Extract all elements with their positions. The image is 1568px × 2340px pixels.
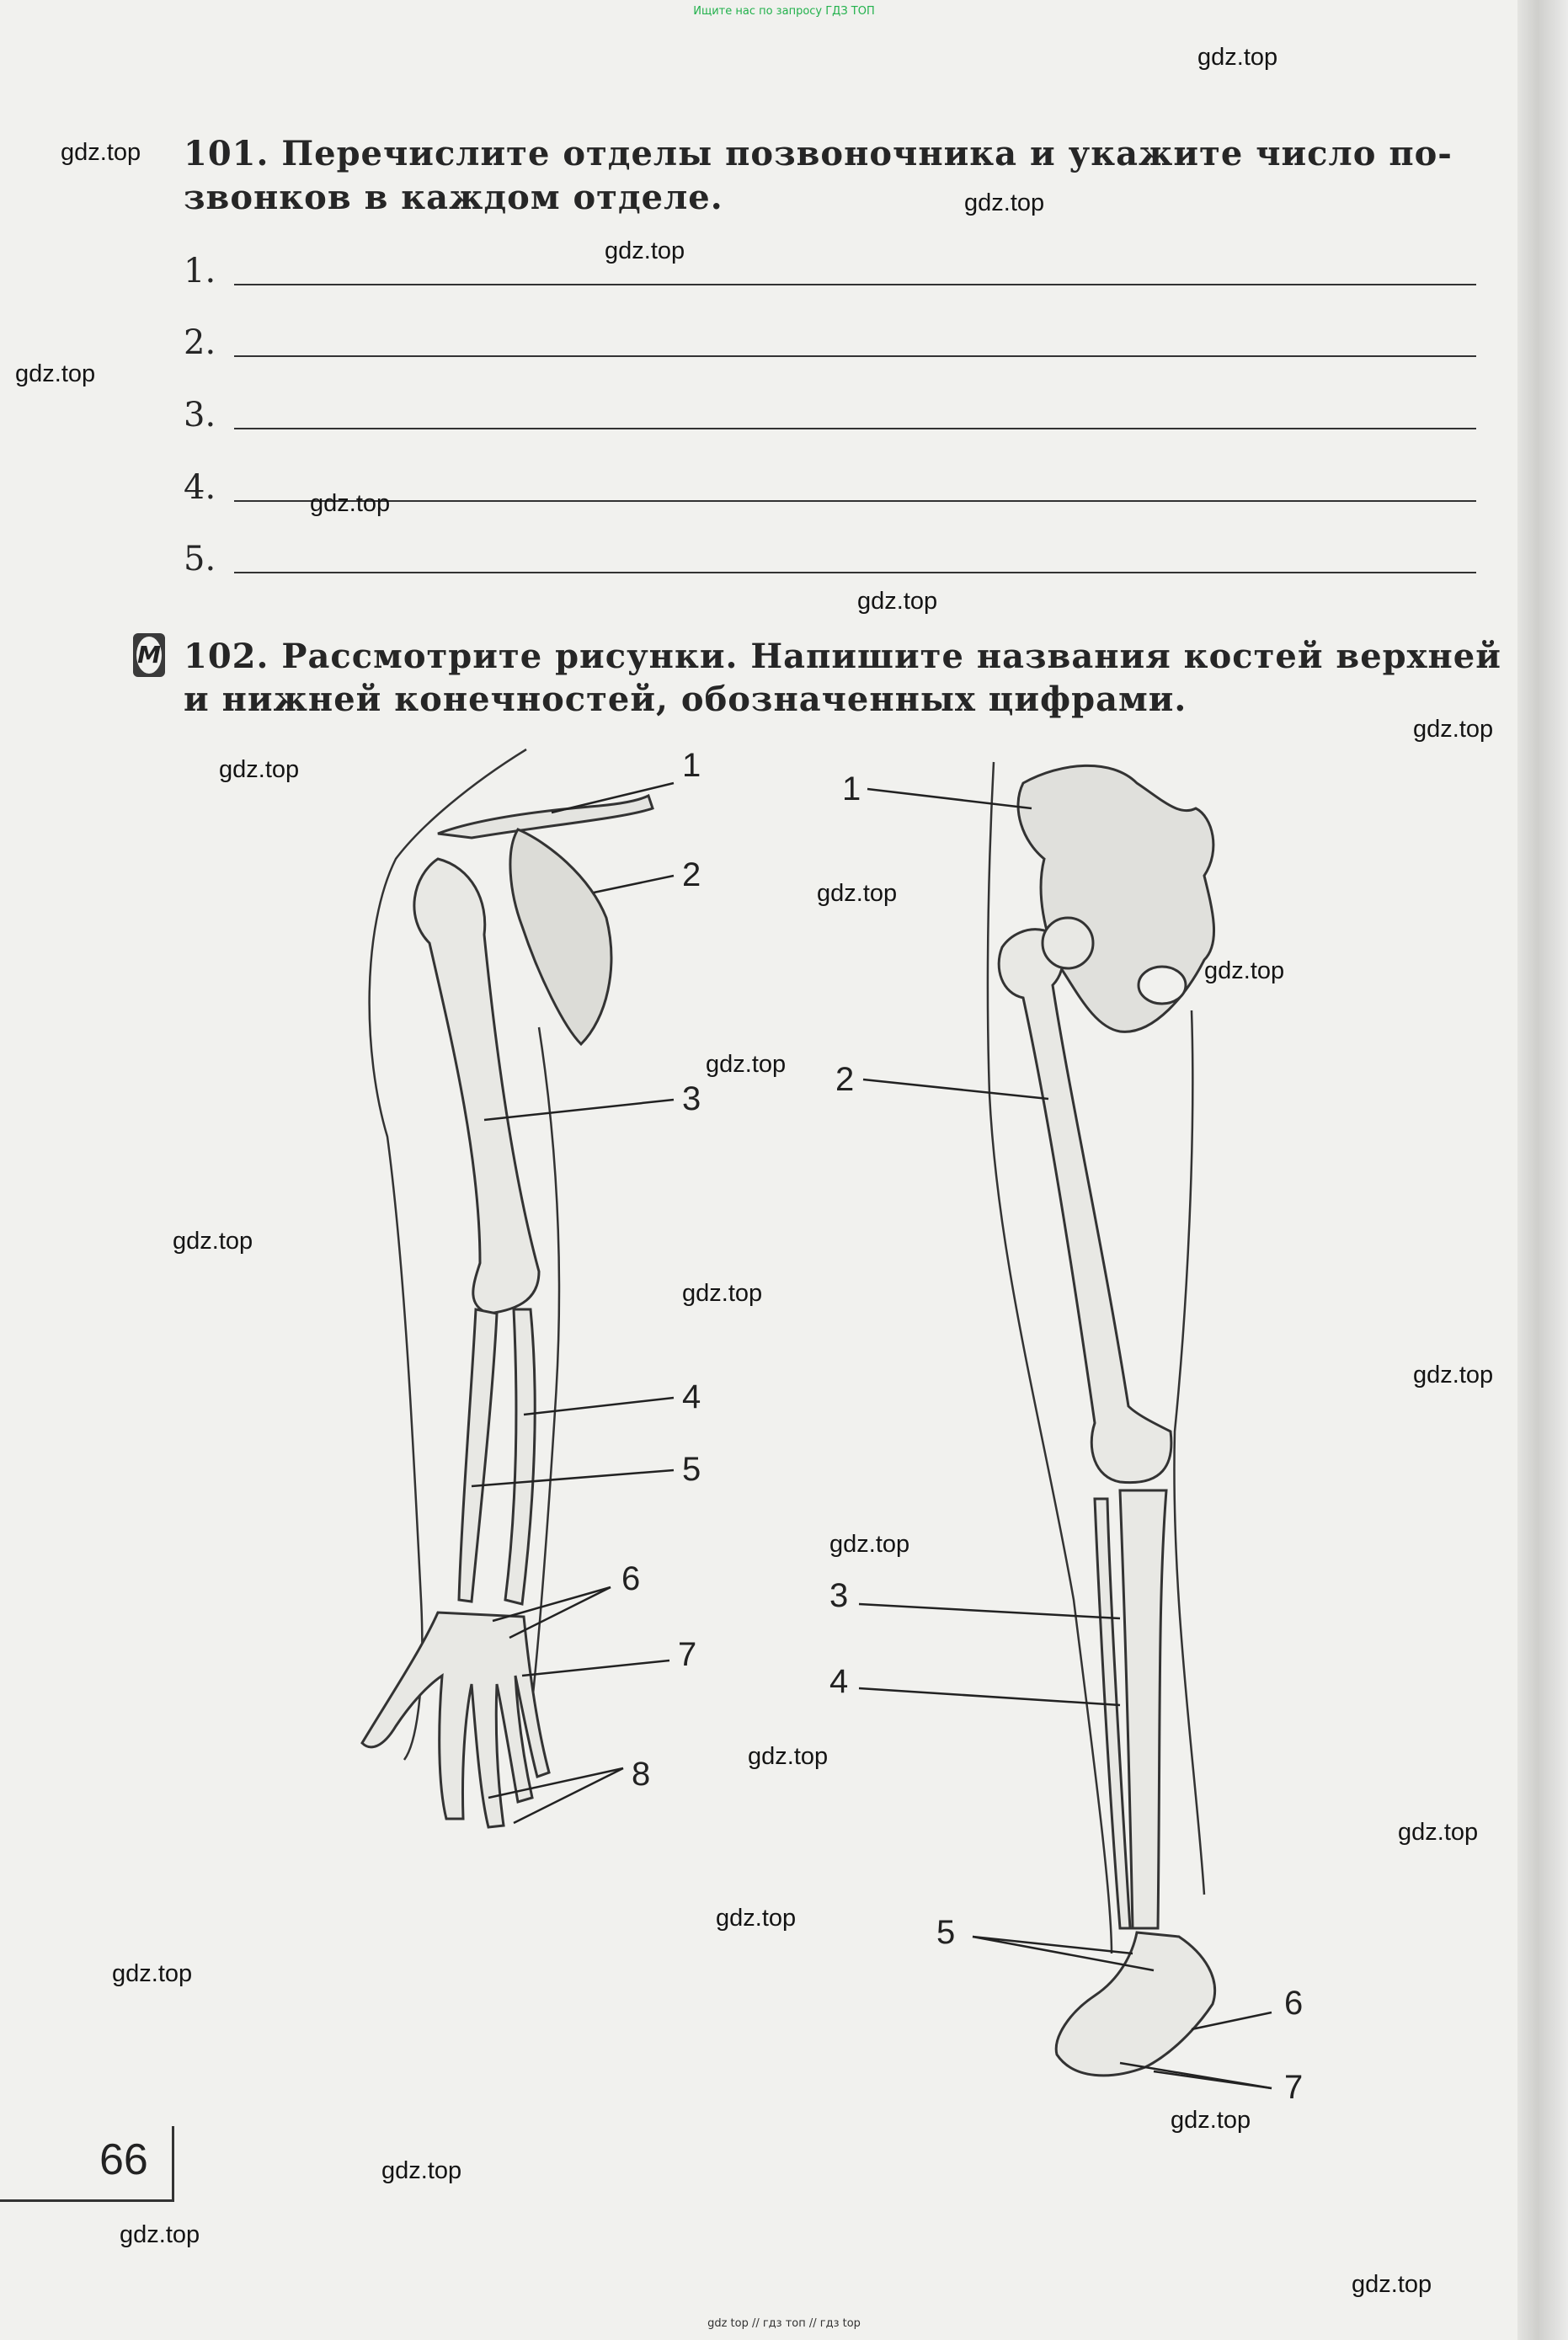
watermark: gdz.top [61, 139, 141, 166]
answer-number: 2. [184, 323, 216, 362]
watermark: gdz.top [381, 2157, 462, 2184]
task-101-line-2: звонков в каждом отделе. [184, 178, 723, 217]
arm-labels [621, 747, 701, 1793]
watermark: gdz.top [706, 1051, 787, 1078]
task-101-number: 101. [184, 134, 269, 173]
arm-label-5: 5 [682, 1451, 701, 1488]
leg-label-4: 4 [829, 1663, 849, 1700]
watermark: gdz.top [1171, 2107, 1251, 2134]
watermark: gdz.top [716, 1905, 797, 1932]
watermark: gdz.top [173, 1228, 253, 1255]
watermark: gdz.top [857, 588, 938, 615]
watermark: gdz.top [1352, 2271, 1432, 2298]
arm-label-6: 6 [621, 1560, 641, 1597]
watermark: gdz.top [817, 880, 898, 907]
watermark: gdz.top [964, 189, 1045, 216]
page-number: 66 [99, 2135, 148, 2184]
arm-label-3: 3 [682, 1080, 701, 1117]
watermark: gdz.top [1197, 44, 1278, 71]
bottom-banner[interactable]: gdz top // гдз топ // гдз top [707, 2317, 861, 2330]
watermark: gdz.top [1204, 957, 1285, 984]
page-corner-line [172, 2126, 174, 2202]
watermark: gdz.top [748, 1743, 829, 1770]
leg-label-3: 3 [829, 1577, 849, 1614]
task-102-number: 102. [184, 637, 269, 676]
answer-number: 4. [184, 468, 216, 507]
arm-label-7: 7 [678, 1636, 697, 1673]
page-corner-line [0, 2199, 173, 2202]
watermark: gdz.top [310, 490, 391, 517]
task-102-text-1: Рассмотрите рисунки. Напишите названия костей верхней [281, 637, 1501, 676]
watermark: gdz.top [112, 1960, 193, 1987]
arm-label-2: 2 [682, 856, 701, 893]
watermark: gdz.top [219, 756, 300, 783]
watermark: gdz.top [829, 1531, 910, 1558]
leg-label-6: 6 [1284, 1985, 1304, 2022]
answer-number: 1. [184, 252, 216, 291]
task-102-line-2: и нижней конечностей, обозначенных цифрами. [184, 680, 1187, 719]
leg-label-7: 7 [1284, 2069, 1304, 2106]
arm-label-1: 1 [682, 747, 701, 784]
arm-label-8: 8 [632, 1756, 651, 1793]
top-banner[interactable]: Ищите нас по запросу ГДЗ ТОП [693, 5, 875, 18]
arm-skeleton-drawing [362, 749, 653, 1827]
leg-label-5: 5 [936, 1914, 956, 1951]
watermark: gdz.top [682, 1280, 763, 1307]
watermark: gdz.top [15, 360, 96, 387]
answer-number: 3. [184, 396, 216, 434]
watermark: gdz.top [1413, 716, 1494, 743]
watermark: gdz.top [1398, 1819, 1479, 1846]
watermark: gdz.top [120, 2221, 200, 2248]
badge-letter: М [136, 637, 162, 674]
arm-label-4: 4 [682, 1378, 701, 1415]
leg-skeleton-drawing [988, 762, 1215, 2076]
answer-number: 5. [184, 540, 216, 578]
leg-label-2: 2 [835, 1061, 855, 1098]
watermark: gdz.top [605, 237, 685, 264]
leg-label-1: 1 [842, 770, 861, 808]
task-101-text-1: Перечислите отделы позвоночника и укажите число по- [281, 134, 1453, 173]
watermark: gdz.top [1413, 1362, 1494, 1389]
